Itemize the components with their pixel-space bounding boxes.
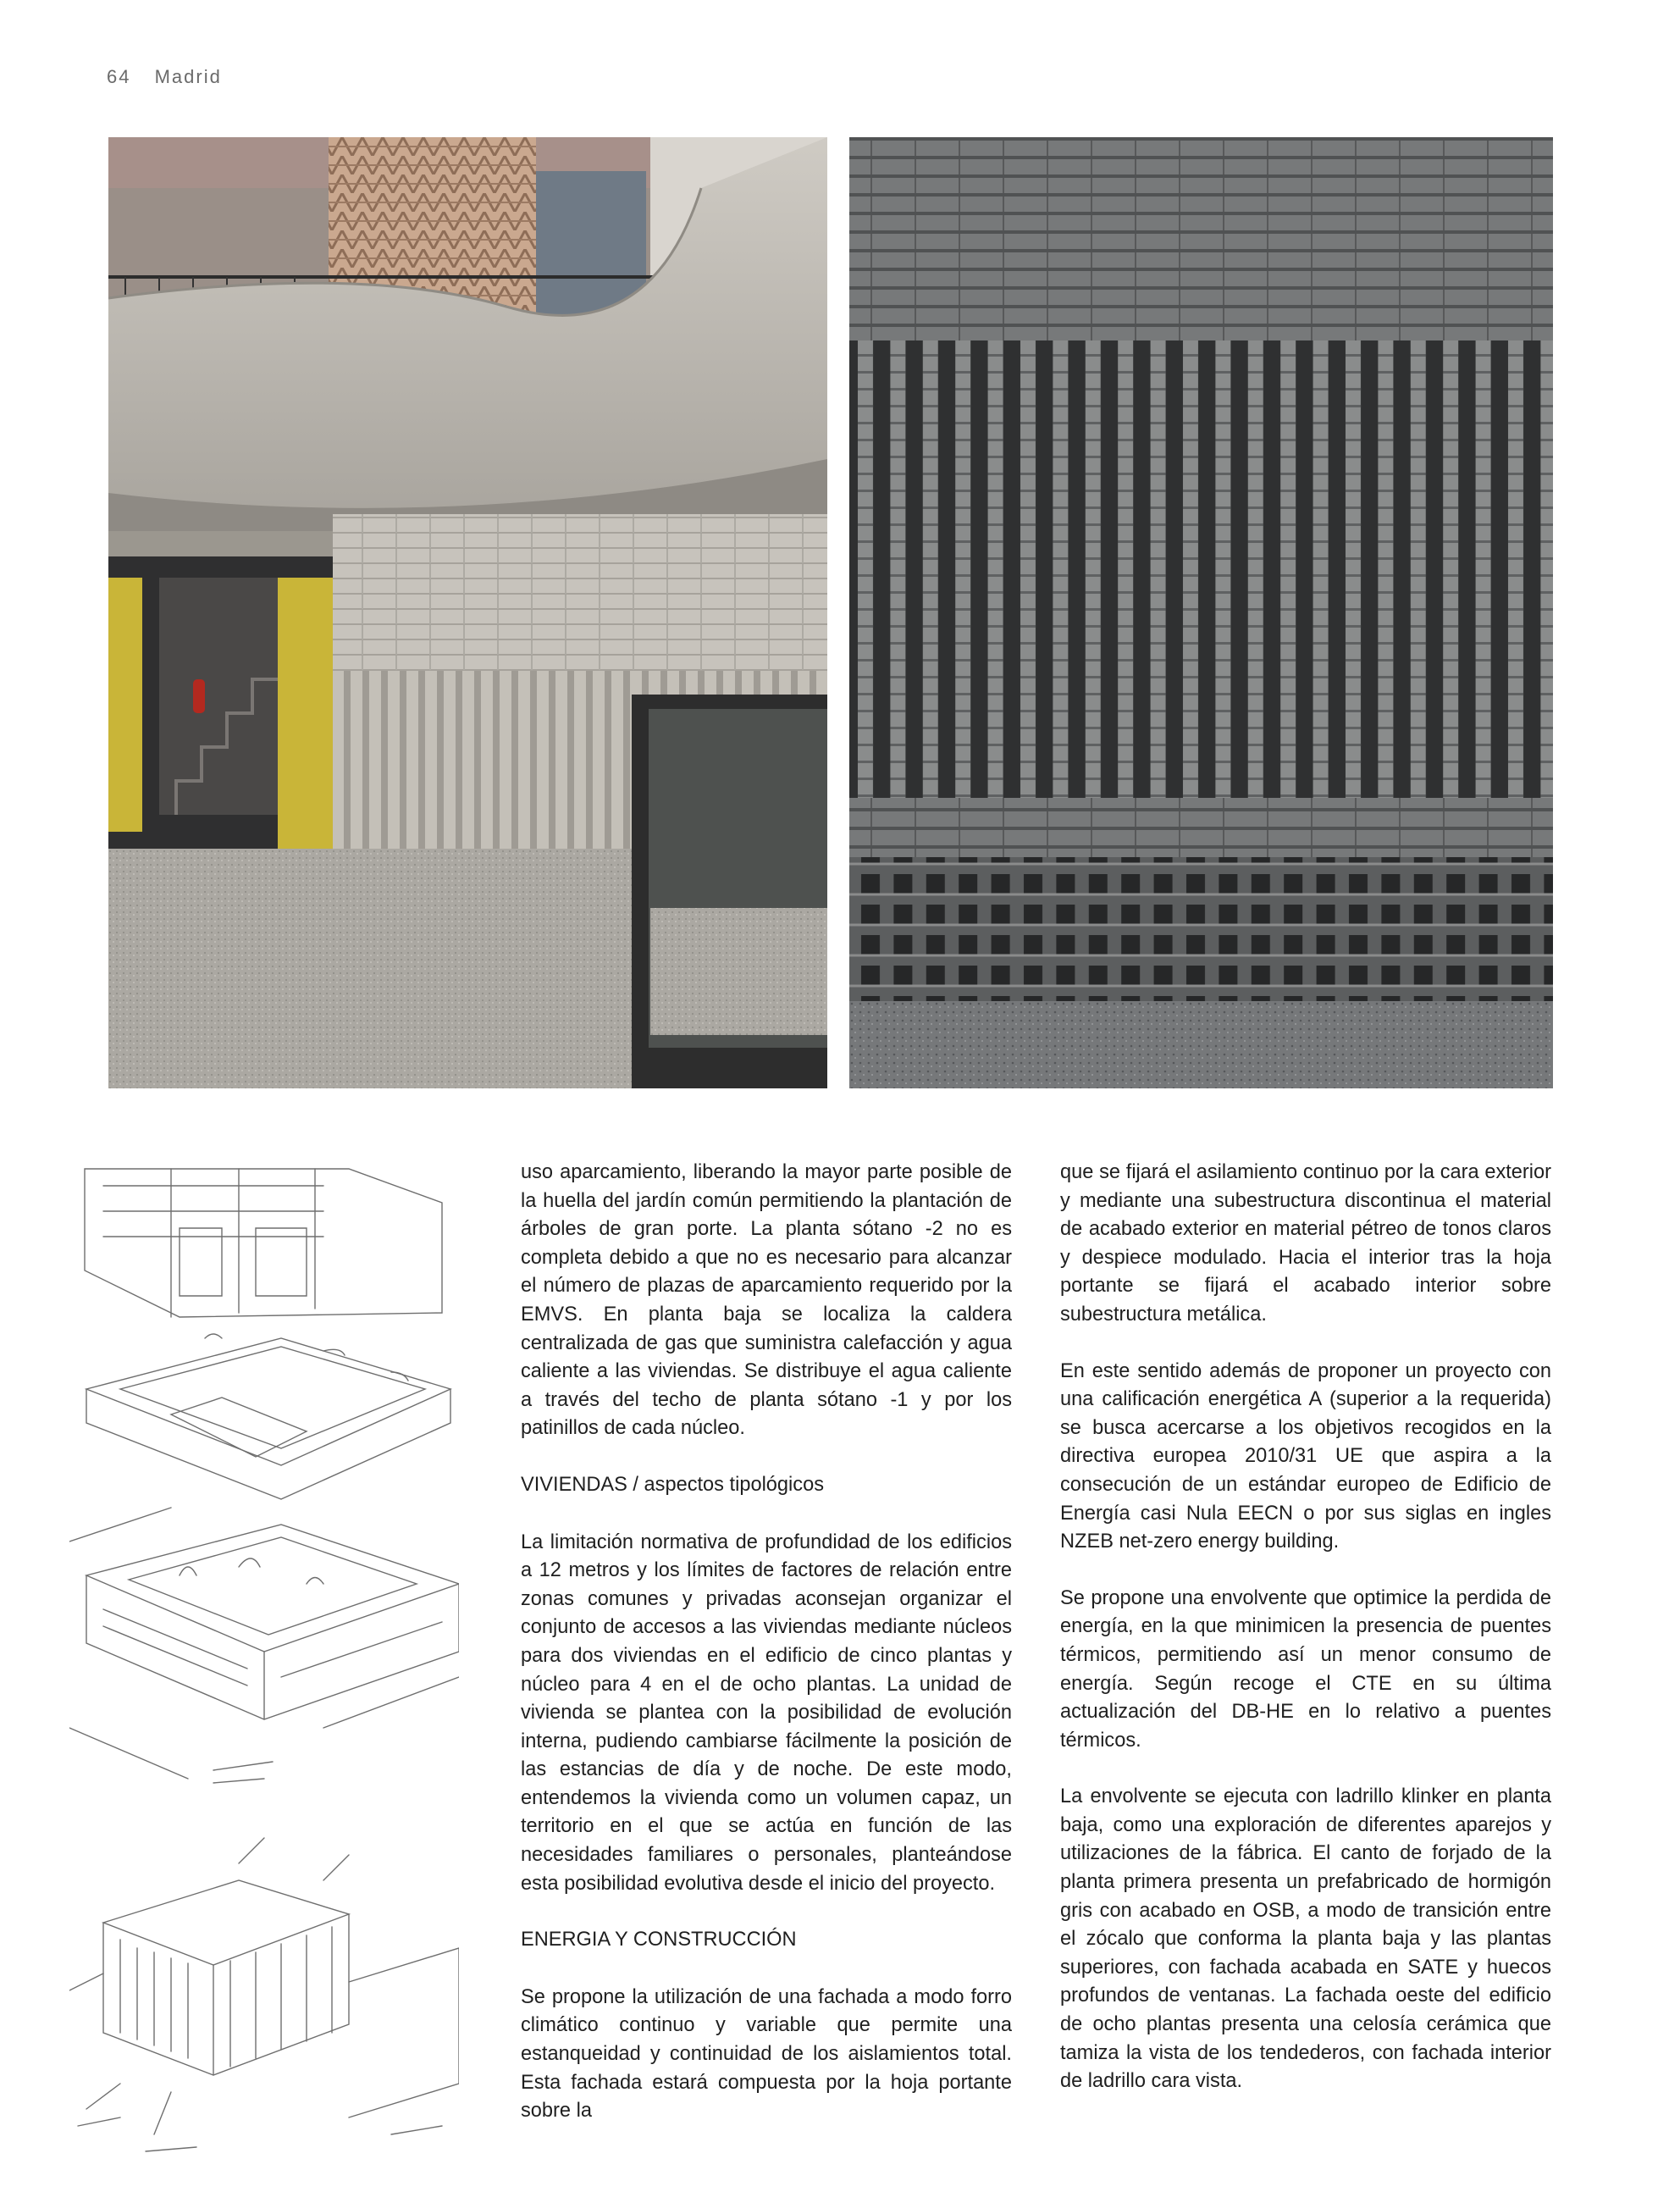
- pencil-sketches: [69, 1135, 459, 2160]
- section-title: Madrid: [154, 66, 222, 87]
- section-heading: VIVIENDAS / aspectos tipológicos: [521, 1473, 825, 1496]
- courtyard-photo: [108, 137, 827, 1088]
- paragraph: que se fijará el asilamiento continuo por la cara exterior y mediante una subestructura discontinua el material de acabado exterior en material pétreo de tonos claros y despiece modulado. Hacia el interior tras la hoja portante se fijará el acabado interior sobre subestructura metálica.: [1060, 1161, 1551, 1326]
- paragraph: Se propone una envolvente que optimice la perdida de energía, en la que minimicen la presencia de puentes térmicos, permitiendo así un menor consumo de energía. Según recoge el CTE en su última actualización del DB-HE en lo relativo a puentes térmicos.: [1060, 1586, 1551, 1752]
- brick-facade-photo: [849, 137, 1553, 1088]
- paragraph: La limitación normativa de profundidad de los edificios a 12 metros y los límites de factores de relación entre zonas comunes y privadas aconsejan organizar el conjunto de accesos a las viviendas mediante núcleos para dos viviendas en el edificio de cinco plantas y núcleo para 4 en el de ocho plantas. La unidad de vivienda se plantea con la posibilidad de evolución interna, pudiendo cambiarse fácilmente la posición de las estancias de día y de noche. De este modo, entendemos la vivienda como un volumen capaz, un territorio en el que se actúa en función de las necesidades familiares o personales, planteándose esta posibilidad evolutiva desde el inicio del proyecto.: [521, 1531, 1012, 1895]
- text-column-middle: [521, 1159, 1012, 2154]
- page-header: [107, 66, 222, 88]
- page-number: 64: [107, 66, 131, 87]
- section-heading: ENERGIA Y CONSTRUCCIÓN: [521, 1929, 797, 1951]
- paragraph: uso aparcamiento, liberando la mayor parte posible de la huella del jardín común permitiendo la plantación de árboles de gran porte. La planta sótano -2 no es completa debido a que no es necesario para alcanzar el número de plazas de aparcamiento requerido por la EMVS. En planta baja se localiza la caldera centralizada de gas que suministra calefacción y agua caliente a las viviendas. Se distribuye el agua caliente a través del techo de planta sótano -1 y por los patinillos de cada núcleo.: [521, 1161, 1012, 1440]
- paragraph: Se propone la utilización de una fachada a modo forro climático continuo y variable que permite una estanqueidad y continuidad de los aislamientos total. Esta fachada estará compuesta por la hoja portante sobre la: [521, 1985, 1012, 2123]
- text-column-right: [1060, 1159, 1551, 2124]
- paragraph: En este sentido además de proponer un proyecto con una calificación energética A (superior a la requerida) se busca acercarse a los objetivos recogidos en la directiva europea 2010/31 UE que aspira a la consecución de un estándar europeo de Edificio de Energía casi Nula EECN o por sus siglas en ingles NZEB net-zero energy building.: [1060, 1359, 1551, 1553]
- paragraph: La envolvente se ejecuta con ladrillo klinker en planta baja, como una exploración de diferentes aparejos y utilizaciones de la fábrica. El canto de forjado de la planta primera presenta un prefabricado de hormigón gris con acabado en OSB, a modo de transición entre el zócalo que conforma la planta baja y las plantas superiores, con fachada acabada en SATE y huecos profundos de ventanas. La fachada oeste del edificio de ocho plantas presenta una celosía cerámica que tamiza la vista de los tendederos, con fachada interior de ladrillo cara vista.: [1060, 1785, 1551, 2093]
